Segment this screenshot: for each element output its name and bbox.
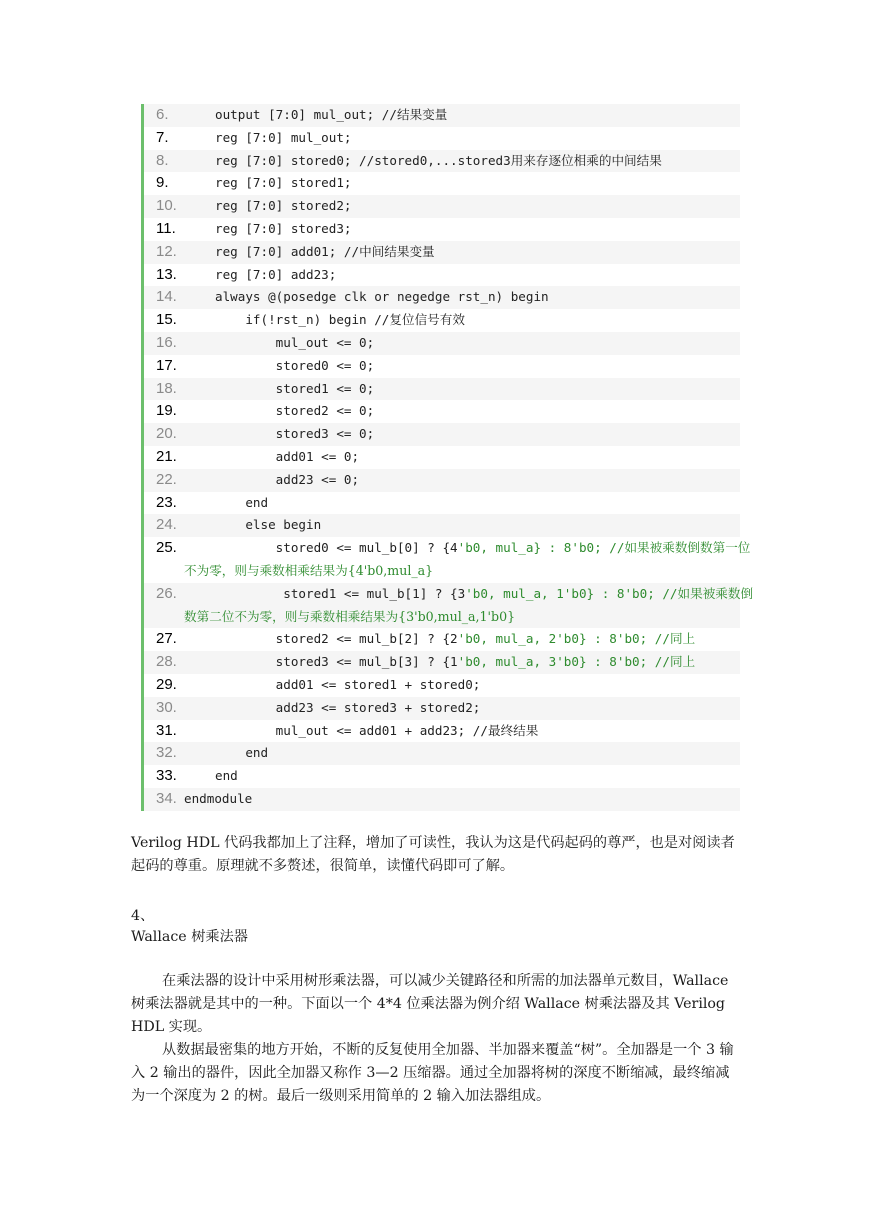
code-text: always @(posedge clk or negedge rst_n) begin [215,289,549,305]
code-text: output [7:0] mul_out; //结果变量 [215,107,448,122]
code-block [141,104,754,811]
code-text: reg [7:0] stored2; [215,198,352,214]
line-number: 22. [156,470,177,488]
line-number: 20. [156,425,177,443]
code-text: stored0 <= 0; [215,357,375,373]
paragraph-wallace-method: 从数据最密集的地方开始，不断的反复使用全加器、半加器来覆盖“树”。全加器是一个 3 输入 2 输出的器件，因此全加器又称作 3—2 压缩器。通过全加器将树的深度不断缩减，最终缩减为一个深度为 2 的树。最后一级则采用简单的 2 输入加法器组成。 [131,1042,734,1104]
line-number: 34. [156,789,177,807]
code-text: if(!rst_n) begin //复位信号有效 [215,312,465,328]
line-number: 15. [156,311,177,329]
line-number: 18. [156,379,177,397]
code-text: add23 <= 0; [215,471,360,487]
code-text: end [215,768,238,784]
code-text: stored0 <= mul_b[0] ? {4'b0, mul_a} : 8'b0; //如果被乘数倒数第一位 不为零，则与乘数相乘结果为{4'b0,mul_a} [184,540,751,578]
code-text: mul_out <= 0; [215,334,375,350]
line-number: 23. [156,493,177,511]
line-number: 13. [156,265,177,283]
line-number: 25. [156,539,177,557]
line-number: 8. [156,151,169,169]
code-line [144,742,740,765]
code-line [144,720,740,743]
code-text: reg [7:0] mul_out; [215,129,352,145]
code-line [144,651,740,674]
code-line [144,492,740,515]
code-text: reg [7:0] stored0; //stored0,...stored3用来存逐位相乘的中间结果 [215,152,662,168]
line-number: 31. [156,721,177,739]
code-text: stored1 <= mul_b[1] ? {3'b0, mul_a, 1'b0} : 8'b0; //如果被乘数倒 数第二位不为零，则与乘数相乘结果为{3'b0,mul_a,1'b0} [184,585,754,624]
line-number: 10. [156,197,177,215]
code-text: stored2 <= mul_b[2] ? {2'b0, mul_a, 2'b0} : 8'b0; //同上 [215,631,696,647]
code-text: else begin [215,517,322,533]
code-line [144,286,740,309]
code-text: end [215,745,269,761]
code-text: add01 <= 0; [215,448,360,464]
code-text: mul_out <= add01 + add23; //最终结果 [215,722,539,738]
line-number: 33. [156,767,177,785]
code-line [144,264,740,287]
code-text: reg [7:0] stored3; [215,220,352,236]
code-line [144,469,740,492]
paragraph-annotation-note: Verilog HDL 代码我都加上了注释，增加了可读性，我认为这是代码起码的尊严，也是对阅读者起码的尊重。原理就不多赘述，很简单，读懂代码即可了解。 [131,835,735,874]
code-text: end [215,494,269,510]
line-number: 29. [156,675,177,693]
line-number: 27. [156,630,177,648]
code-line [144,674,740,697]
code-line [144,583,754,629]
code-text: stored3 <= mul_b[3] ? {1'b0, mul_a, 3'b0} : 8'b0; //同上 [215,654,696,670]
code-line [144,378,740,401]
line-number: 26. [156,584,177,602]
code-line [144,150,740,173]
line-number: 21. [156,447,177,465]
code-line [144,127,740,150]
line-number: 19. [156,402,177,420]
code-line [144,765,740,788]
code-line [144,514,740,537]
code-line [144,218,740,241]
section-title: Wallace 树乘法器 [131,929,248,945]
code-text: add23 <= stored3 + stored2; [215,699,481,715]
line-number: 9. [156,174,169,192]
code-line [144,172,740,195]
code-line [144,241,740,264]
line-number: 12. [156,242,177,260]
code-line [144,355,740,378]
section-number: 4、 [131,908,155,924]
code-line [144,537,751,583]
line-number: 32. [156,744,177,762]
code-text: stored3 <= 0; [215,426,375,442]
code-line [144,423,740,446]
code-line [144,446,740,469]
line-number: 6. [156,106,169,123]
code-text: reg [7:0] stored1; [215,175,352,191]
paragraph-wallace-intro: 在乘法器的设计中采用树形乘法器，可以减少关键路径和所需的加法器单元数目，Wallace 树乘法器就是其中的一种。下面以一个 4*4 位乘法器为例介绍 Wallace 树乘法器及其 Verilog HDL 实现。 [131,973,729,1035]
code-line [144,332,740,355]
code-line [144,697,740,720]
code-text: stored2 <= 0; [215,403,375,419]
line-number: 30. [156,698,177,716]
line-number: 16. [156,333,177,351]
line-number: 17. [156,356,177,374]
code-line [144,400,740,423]
code-line [144,309,740,332]
line-number: 11. [156,219,176,237]
code-text: stored1 <= 0; [215,380,375,396]
code-line [144,788,740,811]
line-number: 24. [156,516,177,534]
line-number: 14. [156,288,177,306]
line-number: 7. [156,128,169,146]
line-number: 28. [156,653,177,671]
code-text: reg [7:0] add23; [215,266,337,282]
code-line [144,104,740,127]
code-line [144,195,740,218]
code-text: add01 <= stored1 + stored0; [215,676,481,692]
code-line [144,628,740,651]
code-text: endmodule [184,790,253,806]
code-text: reg [7:0] add01; //中间结果变量 [215,243,435,259]
